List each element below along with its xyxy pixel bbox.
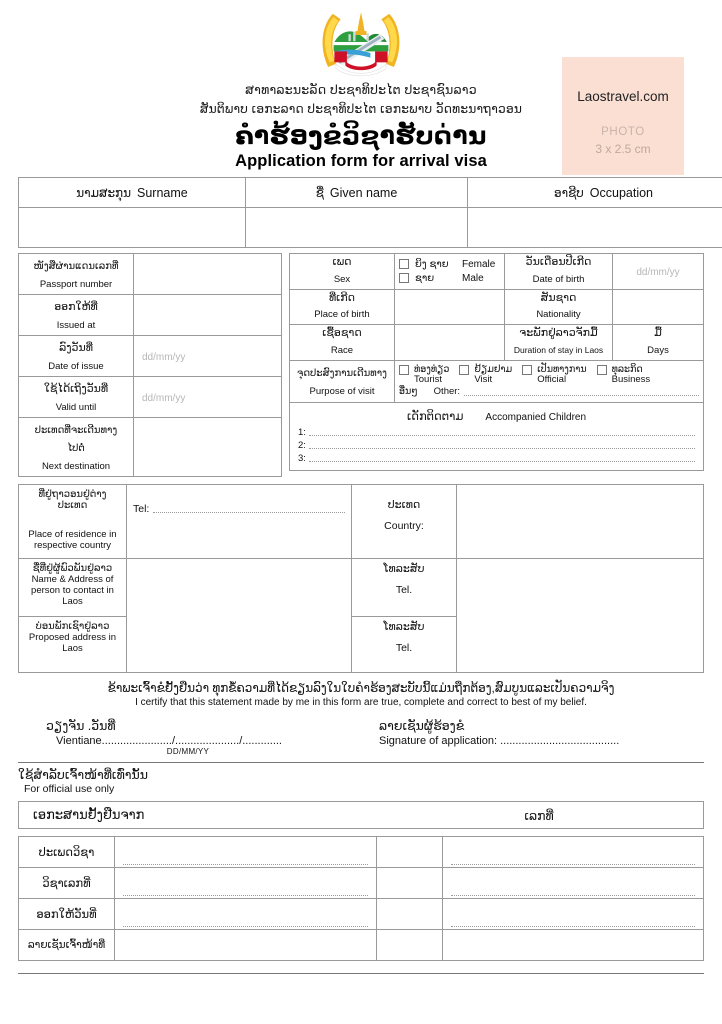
issued-at-label-en: Issued at xyxy=(56,320,96,331)
given-name-label-lao: ຊື່ xyxy=(315,185,324,200)
visa-type-dotline-3 xyxy=(451,864,695,865)
proposed-address-label-cell xyxy=(19,617,127,673)
passport-label-cell xyxy=(19,254,134,295)
visa-number-value-2[interactable] xyxy=(377,868,443,899)
date-of-issue-row xyxy=(19,336,282,377)
pob-label-en: Place of birth xyxy=(314,309,370,321)
document-number-label-lao: ເລກທີ່ xyxy=(524,808,554,823)
purpose-option-tourist[interactable] xyxy=(399,365,449,385)
pob-input-cell[interactable] xyxy=(395,289,505,325)
visa-number-value-1[interactable] xyxy=(115,868,377,899)
sex-label-lao: ເພດ xyxy=(332,256,352,268)
issue-date-value-2[interactable] xyxy=(377,899,443,930)
race-label-cell xyxy=(290,325,395,361)
next-destination-input-cell[interactable] xyxy=(134,418,282,477)
occupation-label-en: Occupation xyxy=(589,185,653,200)
visa-number-dotline-3 xyxy=(451,895,695,896)
official-row-visa-number xyxy=(19,868,704,899)
lao-national-emblem-icon xyxy=(313,6,409,78)
dob-label-cell xyxy=(505,254,613,290)
issue-date-dotline-3 xyxy=(451,926,695,927)
issued-at-label-cell xyxy=(19,295,134,336)
official-use-label-en: For official use only xyxy=(24,783,115,795)
residence-tel-label: Tel: xyxy=(133,503,150,515)
child-input-line-3[interactable] xyxy=(309,454,695,462)
official-use-table xyxy=(18,836,704,961)
race-label-en: Race xyxy=(330,344,354,356)
pob-label-cell xyxy=(290,289,395,325)
valid-until-label-en: Valid until xyxy=(55,402,97,413)
surname-label-en: Surname xyxy=(137,185,188,200)
signature-row xyxy=(18,718,704,756)
signature-label-lao: ລາຍເຊັນຜູ້ຮ້ອງຂໍ xyxy=(379,719,465,733)
female-option[interactable] xyxy=(399,259,500,270)
sex-dob-row xyxy=(290,254,704,290)
child-input-line-1[interactable] xyxy=(309,428,695,436)
children-label-lao: ເດັກຕິດຕາມ xyxy=(406,410,464,423)
nationality-label-en: Nationality xyxy=(536,309,581,321)
dob-placeholder: dd/mm/yy xyxy=(636,267,680,279)
issue-date-value-3[interactable] xyxy=(443,899,704,930)
surname-header-cell xyxy=(19,178,246,208)
occupation-input-cell[interactable] xyxy=(468,208,722,248)
purpose-label-en: Purpose of visit xyxy=(309,386,375,398)
officer-signature-value-3[interactable] xyxy=(443,930,704,961)
residence-section xyxy=(18,484,704,673)
next-destination-label-lao-1: ປະເທດທີ່ຈະເດີນທາງ xyxy=(34,425,118,436)
visit-label-en: Visit xyxy=(474,374,493,386)
contact-person-label-lao: ຊື່ທີ່ຢູ່ຜູ້ພົວພັນຢູ່ລາວ xyxy=(32,563,113,574)
days-label-en: Days xyxy=(647,344,669,356)
business-label-en: Business xyxy=(611,374,651,386)
female-label-lao: ຍິງ ຊາຍ xyxy=(415,258,449,270)
sex-label-en: Sex xyxy=(333,273,351,285)
next-destination-row xyxy=(19,418,282,477)
place-of-residence-label-en-2: respective country xyxy=(33,540,112,551)
visit-label-lao: ຢ້ຽມຢາມ xyxy=(474,364,513,376)
dob-label-lao: ວັນເດືອນປີເກີດ xyxy=(525,256,592,268)
nationality-label-cell xyxy=(505,289,613,325)
tourist-label-en: Tourist xyxy=(414,374,442,386)
contact-person-input-cell[interactable] xyxy=(127,559,352,673)
dob-input-cell[interactable] xyxy=(613,254,704,290)
official-row-visa-type xyxy=(19,837,704,868)
race-label-lao: ເຊື້ອຊາດ xyxy=(322,327,362,340)
next-destination-label-en: Next destination xyxy=(41,461,111,472)
male-checkbox[interactable] xyxy=(399,273,409,283)
vientiane-label-lao: ວຽງຈັນ .ວັນທີ່ xyxy=(46,719,116,733)
valid-until-placeholder: dd/mm/yy xyxy=(142,393,186,404)
document-source-label-lao: ເອກະສານຢັ້ງຢືນຈາກ xyxy=(33,807,145,822)
official-use-section xyxy=(18,767,704,961)
contact-person-row xyxy=(19,559,704,617)
proposed-tel-label-lao: ໂທລະສັບ xyxy=(383,621,425,633)
residence-table xyxy=(18,484,704,673)
signature-line[interactable]: Signature of application: ....................................... xyxy=(379,735,620,747)
male-option[interactable] xyxy=(399,273,500,284)
certification-text-lao: ຂ້າພະເຈົ້າຂໍຢັ້ງຢືນວ່າ ທຸກຂໍ້ຄວາມທີ່ໄດ້ຂຽນລົງໃນໃບຄຳຮ້ອງສະບັບນີ້ແມ່ນຖືກຕ້ອງ,ສົມບູນແລະເປັນຄວາມຈິງ xyxy=(107,681,615,695)
child-row-1[interactable] xyxy=(298,427,695,438)
form-title-en: Application form for arrival visa xyxy=(235,152,487,170)
pob-nationality-row xyxy=(290,289,704,325)
country-label-en: Country: xyxy=(384,519,424,532)
issue-date-label-lao: ອອກໃຫ້ວັນທີ່ xyxy=(19,899,115,930)
duration-label-cell xyxy=(505,325,613,361)
male-label-en: Male xyxy=(462,272,484,284)
page-footer-divider xyxy=(18,973,704,974)
valid-until-input-cell[interactable] xyxy=(134,377,282,418)
accompanied-children-block xyxy=(289,403,704,471)
right-detail-table xyxy=(289,253,704,403)
form-header xyxy=(0,0,722,171)
residence-tel-input-line[interactable] xyxy=(153,505,345,513)
right-detail-column xyxy=(289,253,704,477)
photo-placeholder-box xyxy=(562,57,684,175)
contact-tel-label-en: Tel. xyxy=(395,583,413,596)
official-label-en: Official xyxy=(537,374,567,386)
certification-section xyxy=(18,681,704,756)
visa-number-dotline-1 xyxy=(123,895,368,896)
place-of-residence-row xyxy=(19,485,704,559)
purpose-option-visit[interactable] xyxy=(459,365,512,385)
contact-person-label-cell xyxy=(19,559,127,617)
official-use-label-lao: ໃຊ້ສຳລັບເຈົ້າໜ້າທີ່ເທົ່ານັ້ນ xyxy=(18,768,148,782)
visa-type-value-3[interactable] xyxy=(443,837,704,868)
visa-type-value-1[interactable] xyxy=(115,837,377,868)
other-label-lao: ອື່ນໆ xyxy=(399,386,418,398)
contact-tel-label-cell xyxy=(352,559,457,617)
female-label-en: Female xyxy=(462,258,496,270)
form-title-lao: ຄຳຮ້ອງຂໍວິຊາຮັບດ່ານ xyxy=(235,122,487,150)
purpose-option-official[interactable] xyxy=(522,365,586,385)
tourist-label-lao: ທ່ອງທ່ຽວ xyxy=(414,364,450,376)
photo-label: PHOTO xyxy=(601,126,645,138)
photo-brand-watermark: Laostravel.com xyxy=(577,89,669,104)
child-input-line-2[interactable] xyxy=(309,441,695,449)
issue-date-dotline-1 xyxy=(123,926,368,927)
officer-signature-value-2[interactable] xyxy=(377,930,443,961)
duration-label-en: Duration of stay in Laos xyxy=(513,344,604,355)
officer-signature-value-1[interactable] xyxy=(115,930,377,961)
country-label-cell xyxy=(352,485,457,559)
female-checkbox[interactable] xyxy=(399,259,409,269)
issued-at-input-cell[interactable] xyxy=(134,295,282,336)
purpose-option-list xyxy=(399,365,699,385)
sex-label-cell xyxy=(290,254,395,290)
official-checkbox[interactable] xyxy=(522,365,532,375)
main-details-section xyxy=(18,253,704,477)
proposed-tel-label-cell xyxy=(352,617,457,673)
contact-tel-label-lao: ໂທລະສັບ xyxy=(383,563,425,575)
contact-person-label-en-2: person to contact in xyxy=(31,585,114,596)
visa-number-label-lao: ວິຊາເລກທີ່ xyxy=(19,868,115,899)
proposed-address-label-en-1: Proposed address in xyxy=(28,632,117,643)
visa-type-dotline-1 xyxy=(123,864,368,865)
official-row-issue-date xyxy=(19,899,704,930)
child-number-3: 3: xyxy=(298,452,306,464)
given-name-header-cell xyxy=(246,178,468,208)
purpose-other-row[interactable] xyxy=(399,386,699,397)
race-duration-row xyxy=(290,325,704,361)
business-checkbox[interactable] xyxy=(597,365,607,375)
dob-label-en: Date of birth xyxy=(532,273,585,285)
date-of-issue-label-cell xyxy=(19,336,134,377)
visa-number-value-3[interactable] xyxy=(443,868,704,899)
days-label-lao: ມື້ xyxy=(654,327,662,340)
visa-type-value-2[interactable] xyxy=(377,837,443,868)
certification-text-en: I certify that this statement made by me in this form are true, complete and correct to best of my belief. xyxy=(135,697,587,708)
contact-person-label-en-1: Name & Address of xyxy=(31,574,114,585)
other-input-line[interactable] xyxy=(464,388,699,396)
purpose-options-cell xyxy=(395,360,704,402)
place-of-residence-input-cell[interactable] xyxy=(127,485,352,559)
signature-block xyxy=(361,718,704,756)
left-detail-column xyxy=(18,253,282,477)
contact-tel-input-cell[interactable] xyxy=(457,559,704,673)
proposed-address-label-lao: ບ່ອນພັກເຊົາຢູ່ລາວ xyxy=(35,621,110,632)
name-header-row xyxy=(19,178,722,208)
valid-until-row xyxy=(19,377,282,418)
nationality-input-cell[interactable] xyxy=(613,289,704,325)
date-of-issue-label-en: Date of issue xyxy=(48,361,104,372)
date-format-hint: DD/MM/YY xyxy=(166,747,210,756)
residence-tel-row[interactable] xyxy=(133,503,345,515)
country-name-lao: ສາທາລະນະລັດ ປະຊາທິປະໄຕ ປະຊາຊົນລາວ xyxy=(245,83,477,97)
vientiane-date-line[interactable]: Vientiane......................./...................../............. xyxy=(56,735,282,747)
surname-label-lao: ນາມສະກຸນ xyxy=(76,185,132,200)
surname-input-cell[interactable] xyxy=(19,208,246,248)
purpose-label-lao: ຈຸດປະສົງການເດີນທາງ xyxy=(297,368,387,380)
next-destination-label-lao-2: ໄປຕໍ່ xyxy=(67,443,85,454)
passport-label-en: Passport number xyxy=(39,279,113,290)
contact-person-label-en-3: Laos xyxy=(62,596,83,607)
national-motto-lao: ສັນຕິພາບ ເອກະລາດ ປະຊາທິປະໄຕ ເອກະພາບ ວັດທະນາຖາວອນ xyxy=(199,102,523,116)
occupation-header-cell xyxy=(468,178,722,208)
duration-label-lao: ຈະພັກຢູ່ລາວຈັກມື້ xyxy=(519,327,598,340)
official-label-lao: ເປັນທາງການ xyxy=(537,364,587,376)
nationality-label-lao: ສັນຊາດ xyxy=(540,291,577,304)
issued-at-row xyxy=(19,295,282,336)
passport-label-lao: ໜັງສືຜ່ານແດນເລກທີ່ xyxy=(33,261,119,272)
passport-row xyxy=(19,254,282,295)
valid-until-label-cell xyxy=(19,377,134,418)
officer-signature-label-lao: ລາຍເຊັນເຈົ້າໜ້າທີ່ xyxy=(19,930,115,961)
visa-type-label-lao: ປະເພດວິຊາ xyxy=(19,837,115,868)
date-of-issue-input-cell[interactable] xyxy=(134,336,282,377)
given-name-label-en: Given name xyxy=(329,185,398,200)
business-label-lao: ທຸລະກິດ xyxy=(611,364,643,376)
next-destination-label-cell xyxy=(19,418,134,477)
child-number-1: 1: xyxy=(298,426,306,438)
place-of-residence-label-lao: ທີ່ຢູ່ຖາວອນຢູ່ຕ່າງປະເທດ xyxy=(38,489,107,511)
child-row-2[interactable] xyxy=(298,440,695,451)
country-input-cell[interactable] xyxy=(457,485,704,559)
visit-checkbox[interactable] xyxy=(459,365,469,375)
other-label-en: Other: xyxy=(433,386,461,398)
sex-options-cell xyxy=(395,254,505,290)
male-label-lao: ຊາຍ xyxy=(415,272,435,284)
purpose-label-cell xyxy=(290,360,395,402)
date-of-issue-label-lao: ລົງວັນທີ່ xyxy=(59,342,93,354)
official-row-officer-signature xyxy=(19,930,704,961)
left-detail-table xyxy=(18,253,282,477)
valid-until-label-lao: ໃຊ້ໄດ້ເຖິງວັນທີ່ xyxy=(43,383,109,395)
pob-label-lao: ທີ່ເກີດ xyxy=(328,291,356,304)
name-section-table xyxy=(18,177,722,248)
occupation-label-lao: ອາຊີບ xyxy=(554,185,584,200)
passport-input-cell[interactable] xyxy=(134,254,282,295)
date-of-issue-placeholder: dd/mm/yy xyxy=(142,352,186,363)
vientiane-date-block xyxy=(18,718,361,756)
official-section-divider xyxy=(18,762,704,763)
photo-size-label: 3 x 2.5 cm xyxy=(595,142,651,156)
country-label-lao: ປະເທດ xyxy=(387,499,421,511)
given-name-input-cell[interactable] xyxy=(246,208,468,248)
place-of-residence-label-en-1: Place of residence in xyxy=(28,529,117,540)
child-row-3[interactable] xyxy=(298,453,695,464)
issued-at-label-lao: ອອກໃຫ້ທີ່ xyxy=(54,301,98,313)
document-source-bar xyxy=(18,801,704,829)
days-cell[interactable] xyxy=(613,325,704,361)
children-header xyxy=(298,407,695,425)
purpose-row xyxy=(290,360,704,402)
name-input-row xyxy=(19,208,722,248)
children-label-en: Accompanied Children xyxy=(485,411,587,423)
child-number-2: 2: xyxy=(298,439,306,451)
race-input-cell[interactable] xyxy=(395,325,505,361)
purpose-option-business[interactable] xyxy=(597,365,651,385)
issue-date-value-1[interactable] xyxy=(115,899,377,930)
proposed-address-label-en-2: Laos xyxy=(62,643,83,654)
proposed-tel-label-en: Tel. xyxy=(395,641,413,654)
place-of-residence-label-cell xyxy=(19,485,127,559)
tourist-checkbox[interactable] xyxy=(399,365,409,375)
